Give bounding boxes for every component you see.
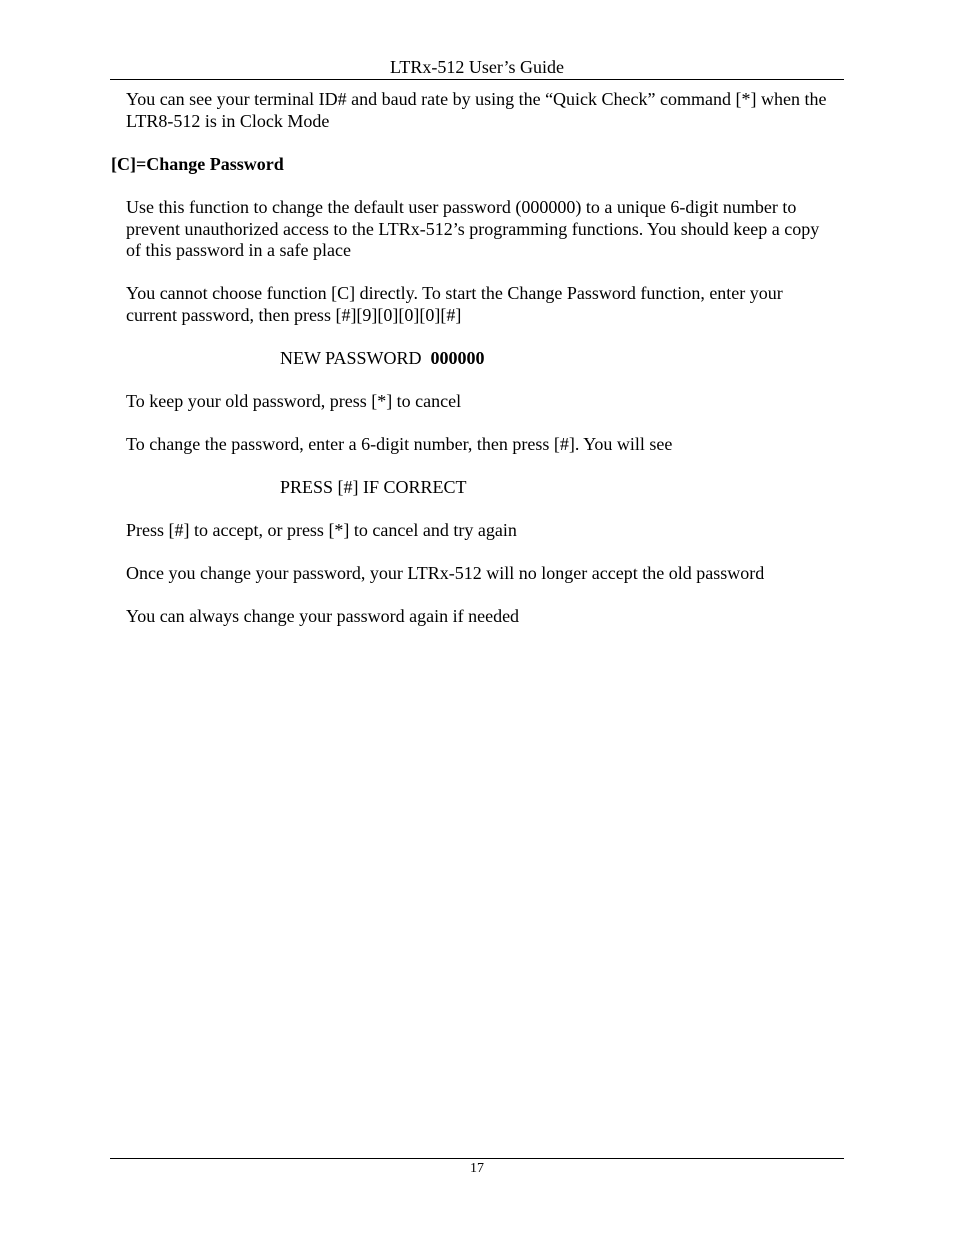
- section-heading-change-password: [C]=Change Password: [111, 154, 284, 174]
- header-rule: [110, 79, 844, 80]
- paragraph-accept-or-cancel: Press [#] to accept, or press [*] to cancel and try again: [126, 520, 517, 540]
- paragraph-default-password: Use this function to change the default user password (000000) to a unique 6-digit number to prevent unauthorized access to the LTRx-512’s programming functions. You should keep a copy of this password in a safe place: [126, 197, 820, 260]
- paragraph-keep-old-password: To keep your old password, press [*] to cancel: [126, 391, 462, 411]
- intro-paragraph: You can see your terminal ID# and baud rate by using the “Quick Check” command [*] when the LTR8-512 is in Clock Mode: [126, 89, 827, 131]
- paragraph-start-change-password: You cannot choose function [C] directly. To start the Change Password function, enter your current password, then press [#][9][0][0][0][#]: [126, 283, 783, 325]
- display-press-if-correct: PRESS [#] IF CORRECT: [280, 477, 467, 497]
- footer-rule: [110, 1158, 844, 1159]
- page-number: 17: [470, 1161, 484, 1176]
- paragraph-change-again: You can always change your password again if needed: [126, 606, 520, 626]
- running-header-title: LTRx-512 User’s Guide: [390, 57, 564, 77]
- paragraph-enter-new-password: To change the password, enter a 6-digit number, then press [#]. You will see: [126, 434, 673, 454]
- display-new-password-label: NEW PASSWORD: [280, 348, 422, 368]
- paragraph-old-password-rejected: Once you change your password, your LTRx-512 will no longer accept the old password: [126, 563, 765, 583]
- display-new-password: [280, 348, 485, 370]
- display-new-password-value: 000000: [430, 348, 485, 368]
